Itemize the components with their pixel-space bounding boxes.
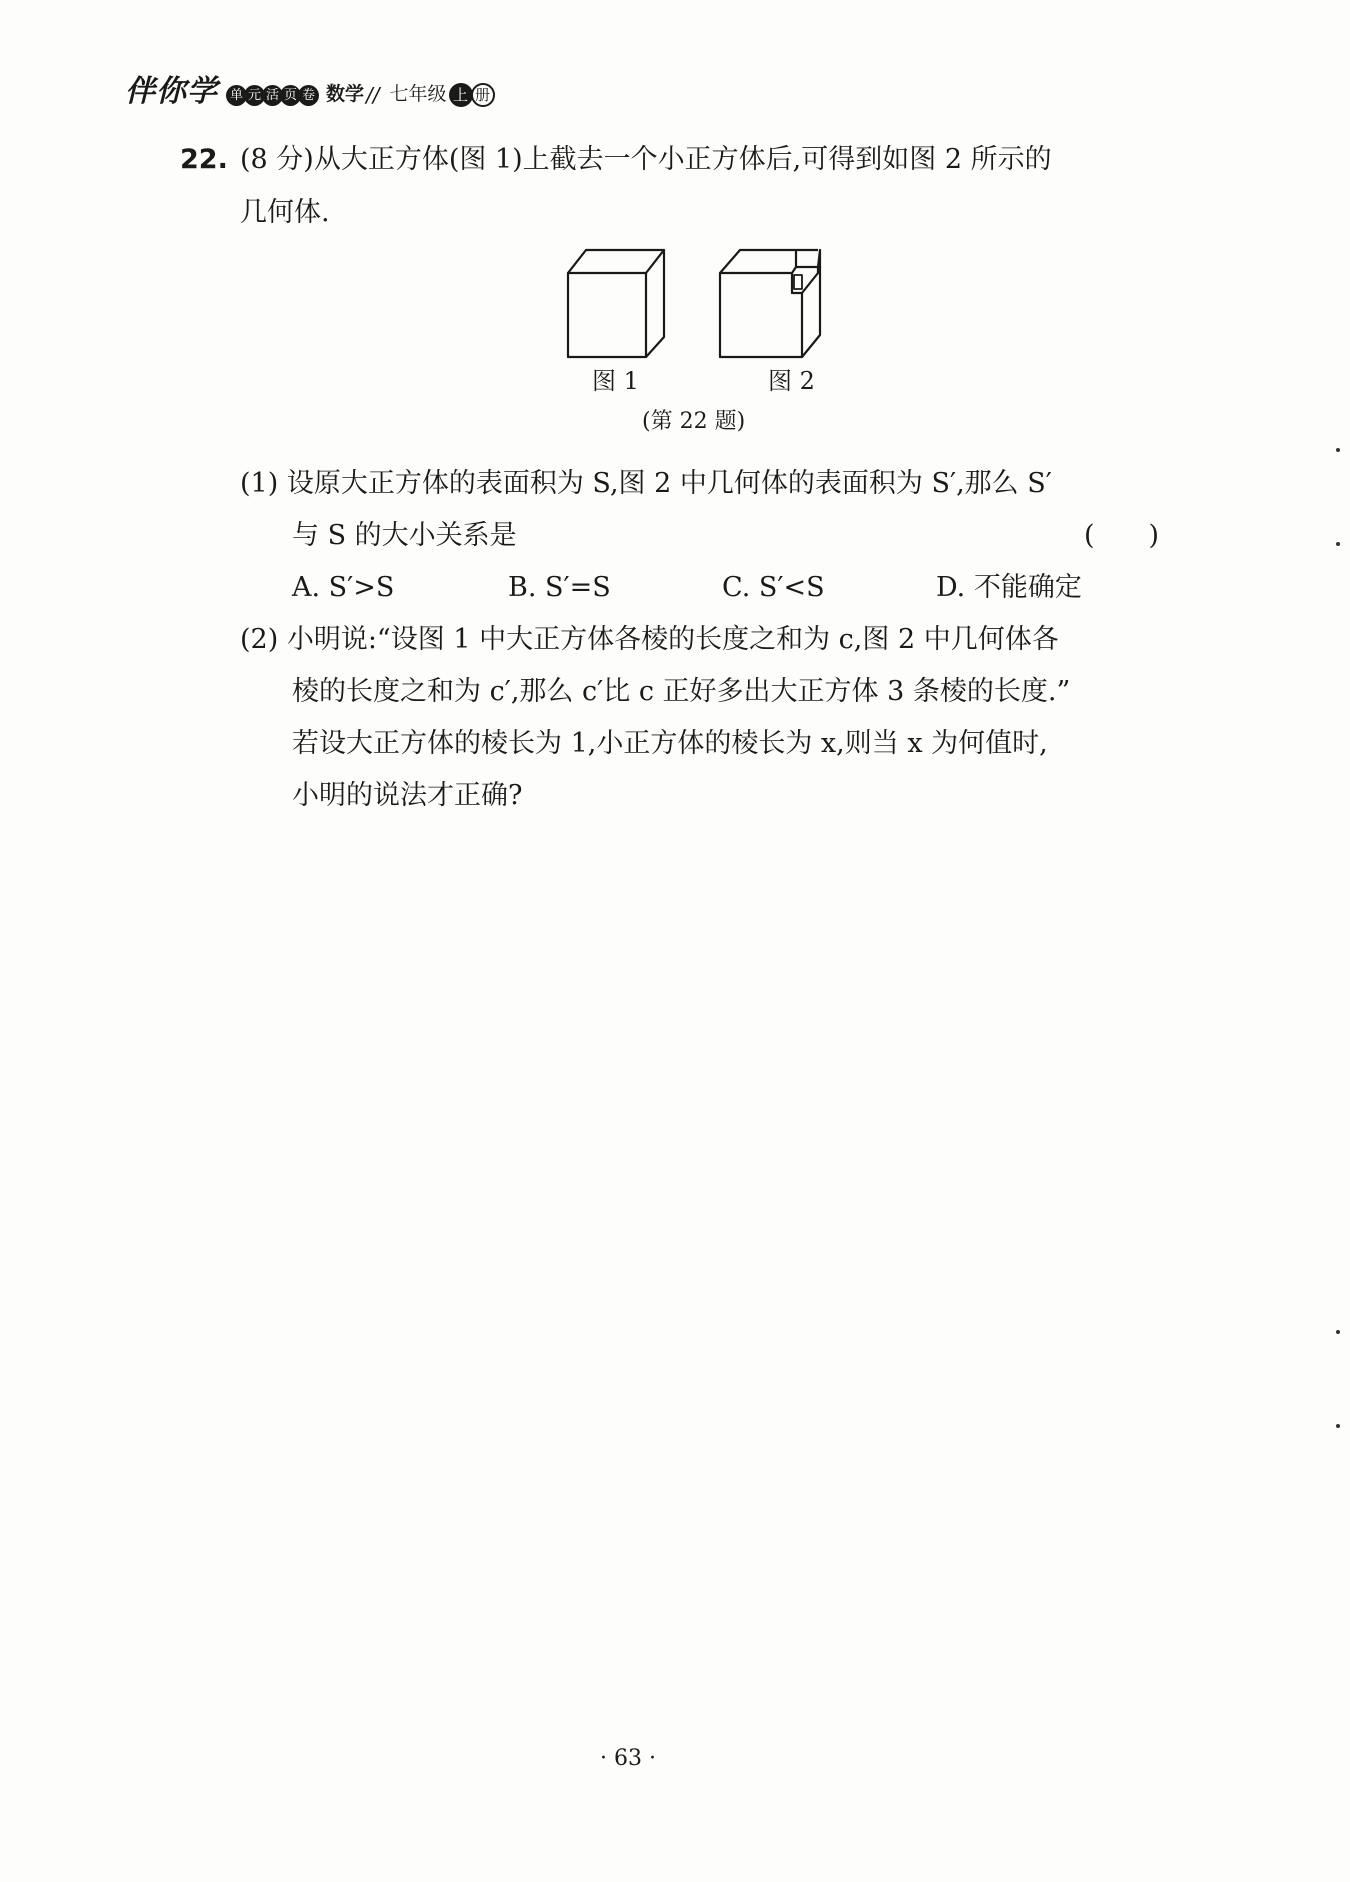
series-char: 页 [280,85,301,106]
volume-badges [451,83,495,107]
grade-label: 七年级 [389,83,447,105]
subject-label: 数学 [326,83,365,105]
part2-line1: (2) 小明说:“设图 1 中大正方体各棱的长度之和为 c,图 2 中几何体各 [240,624,1059,655]
option-b: B. S′=S [508,572,611,603]
figure1-label: 图 1 [592,367,639,395]
figure1-cube-icon [568,250,664,357]
option-d: D. 不能确定 [936,572,1082,603]
question-number: 22. [180,144,228,175]
series-badges [226,85,316,106]
brand-title: 伴你学 [125,74,218,109]
volume-char: 上 [449,83,473,107]
page-number: · 63 · [600,1746,656,1771]
margin-mark [1336,448,1340,452]
margin-mark [1336,542,1340,546]
series-char: 元 [244,85,265,106]
series-char: 单 [226,85,247,106]
part2-line3: 若设大正方体的棱长为 1,小正方体的棱长为 x,则当 x 为何值时, [292,728,1048,759]
separator: // [366,83,380,107]
margin-mark [1336,1330,1340,1334]
part2-line4: 小明的说法才正确? [292,780,523,811]
question-stem-line2: 几何体. [240,197,330,228]
margin-mark [1336,1424,1340,1428]
answer-blank: ( ) [1084,520,1160,551]
figure2-cut-cube-icon [720,250,820,357]
figure-caption: (第 22 题) [642,409,746,434]
series-char: 卷 [298,85,319,106]
question-stem-line1: (8 分)从大正方体(图 1)上截去一个小正方体后,可得到如图 2 所示的 [240,144,1052,175]
figure2-label: 图 2 [768,367,815,395]
option-c: C. S′<S [722,572,825,603]
volume-char: 册 [471,83,495,107]
part2-line2: 棱的长度之和为 c′,那么 c′比 c 正好多出大正方体 3 条棱的长度.” [292,676,1071,707]
part1-line2: 与 S 的大小关系是 [292,520,517,551]
part1-line1: (1) 设原大正方体的表面积为 S,图 2 中几何体的表面积为 S′,那么 S′ [240,468,1052,499]
cube-figures [560,245,860,365]
book-header [125,70,495,110]
series-char: 活 [262,85,283,106]
option-a: A. S′>S [292,572,395,603]
